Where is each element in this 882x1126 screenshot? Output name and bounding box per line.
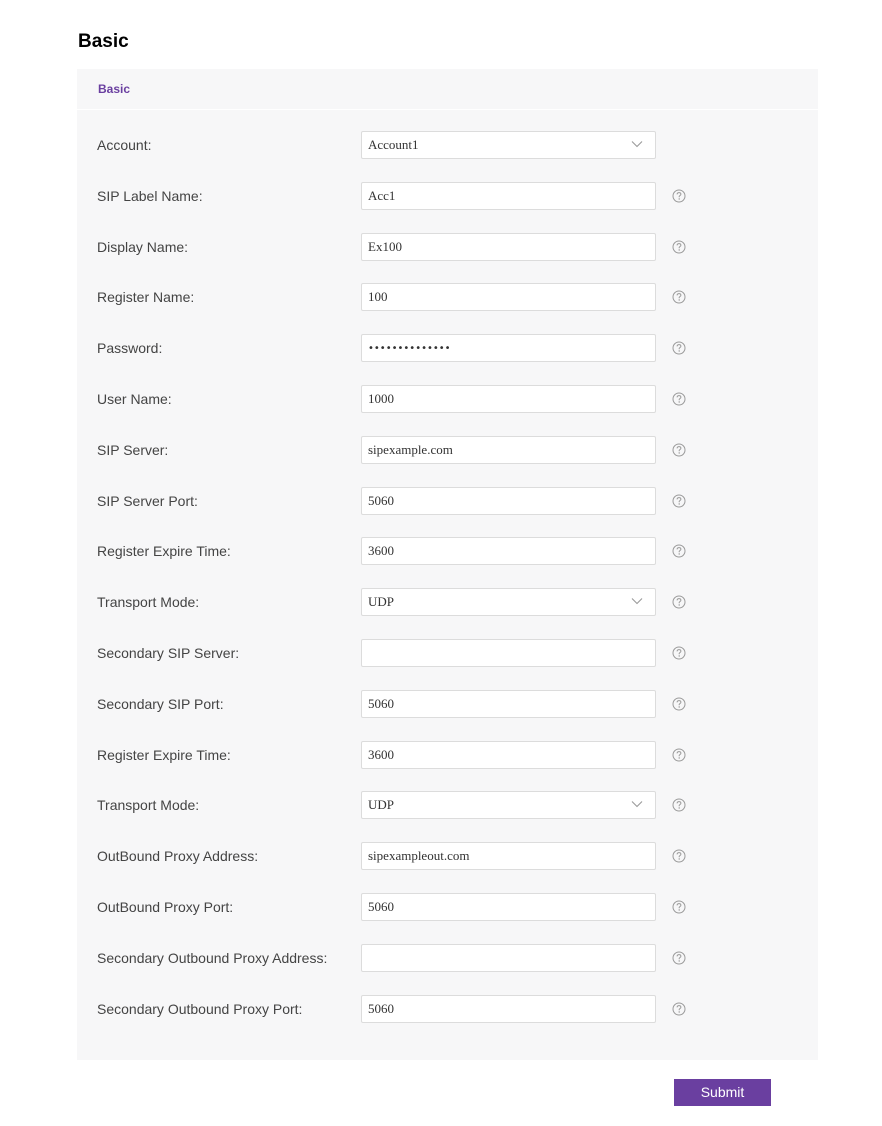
outbound-proxy-port-field[interactable]	[361, 893, 656, 921]
form-row-secondary-sip-server	[77, 639, 818, 690]
register-name-input[interactable]	[362, 284, 655, 310]
form-row-transport-mode	[77, 791, 818, 842]
field-label: Secondary SIP Port:	[97, 695, 224, 712]
secondary-outbound-proxy-port-input[interactable]	[362, 996, 655, 1022]
password-input[interactable]	[362, 335, 655, 361]
form-row-secondary-outbound-proxy-port	[77, 995, 818, 1046]
form-row-display-name	[77, 233, 818, 284]
chevron-down-icon[interactable]	[631, 597, 643, 605]
help-circle-icon[interactable]	[672, 443, 686, 457]
form-row-account	[77, 131, 818, 182]
password-field[interactable]	[361, 334, 656, 362]
user-name-input[interactable]	[362, 386, 655, 412]
display-name-input[interactable]	[362, 234, 655, 260]
help-circle-icon[interactable]	[672, 544, 686, 558]
transport-mode-select[interactable]	[361, 791, 656, 819]
secondary-sip-server-field[interactable]	[361, 639, 656, 667]
field-label: Password:	[97, 340, 163, 357]
form-row-user-name	[77, 385, 818, 436]
field-label: Transport Mode:	[97, 797, 200, 814]
help-circle-icon[interactable]	[672, 189, 686, 203]
help-circle-icon[interactable]	[672, 1002, 686, 1016]
settings-form	[77, 131, 818, 1045]
display-name-field[interactable]	[361, 233, 656, 261]
register-expire-time-input[interactable]	[362, 742, 655, 768]
help-circle-icon[interactable]	[672, 646, 686, 660]
help-circle-icon[interactable]	[672, 290, 686, 304]
field-label: SIP Label Name:	[97, 187, 203, 204]
form-row-secondary-outbound-proxy-address	[77, 944, 818, 995]
field-label: OutBound Proxy Address:	[97, 848, 259, 865]
form-row-sip-server-port	[77, 487, 818, 538]
secondary-outbound-proxy-port-field[interactable]	[361, 995, 656, 1023]
outbound-proxy-address-input[interactable]	[362, 843, 655, 869]
transport-mode-select[interactable]	[361, 588, 656, 616]
sip-label-name-input[interactable]	[362, 183, 655, 209]
field-label: SIP Server:	[97, 441, 169, 458]
help-circle-icon[interactable]	[672, 849, 686, 863]
help-circle-icon[interactable]	[672, 748, 686, 762]
form-row-sip-label-name	[77, 182, 818, 233]
field-label: Secondary Outbound Proxy Port:	[97, 1000, 303, 1017]
help-circle-icon[interactable]	[672, 798, 686, 812]
help-circle-icon[interactable]	[672, 697, 686, 711]
field-label: Register Expire Time:	[97, 543, 231, 560]
sip-server-input[interactable]	[362, 437, 655, 463]
sip-server-port-input[interactable]	[362, 488, 655, 514]
secondary-sip-port-field[interactable]	[361, 690, 656, 718]
field-label: Transport Mode:	[97, 594, 200, 611]
basic-settings-panel	[77, 69, 818, 1060]
account-select[interactable]	[361, 131, 656, 159]
field-label: Register Expire Time:	[97, 746, 231, 763]
field-label: Display Name:	[97, 238, 189, 255]
help-circle-icon[interactable]	[672, 951, 686, 965]
form-row-sip-server	[77, 436, 818, 487]
register-name-field[interactable]	[361, 283, 656, 311]
secondary-outbound-proxy-address-input[interactable]	[362, 945, 655, 971]
form-row-transport-mode	[77, 588, 818, 639]
select-value: UDP	[368, 594, 395, 610]
help-circle-icon[interactable]	[672, 595, 686, 609]
sip-server-port-field[interactable]	[361, 487, 656, 515]
field-label: Secondary Outbound Proxy Address:	[97, 949, 328, 966]
form-row-outbound-proxy-port	[77, 893, 818, 944]
outbound-proxy-address-field[interactable]	[361, 842, 656, 870]
field-label: OutBound Proxy Port:	[97, 898, 234, 915]
form-row-register-expire-time	[77, 741, 818, 792]
field-label: Secondary SIP Server:	[97, 644, 240, 661]
field-label: SIP Server Port:	[97, 492, 198, 509]
form-row-password	[77, 334, 818, 385]
field-label: Account:	[97, 137, 152, 153]
help-circle-icon[interactable]	[672, 494, 686, 508]
user-name-field[interactable]	[361, 385, 656, 413]
page-title: Basic	[78, 31, 129, 52]
form-row-outbound-proxy-address	[77, 842, 818, 893]
secondary-sip-port-input[interactable]	[362, 691, 655, 717]
help-circle-icon[interactable]	[672, 341, 686, 355]
submit-button[interactable]: Submit	[674, 1079, 771, 1106]
secondary-outbound-proxy-address-field[interactable]	[361, 944, 656, 972]
form-row-register-name	[77, 283, 818, 334]
sip-server-field[interactable]	[361, 436, 656, 464]
secondary-sip-server-input[interactable]	[362, 640, 655, 666]
sip-label-name-field[interactable]	[361, 182, 656, 210]
help-circle-icon[interactable]	[672, 392, 686, 406]
help-circle-icon[interactable]	[672, 240, 686, 254]
help-circle-icon[interactable]	[672, 900, 686, 914]
select-value: UDP	[368, 797, 395, 813]
field-label: User Name:	[97, 390, 172, 407]
register-expire-time-field[interactable]	[361, 741, 656, 769]
chevron-down-icon[interactable]	[631, 800, 643, 808]
form-row-secondary-sip-port	[77, 690, 818, 741]
form-row-register-expire-time	[77, 537, 818, 588]
select-value: Account1	[368, 137, 419, 152]
chevron-down-icon[interactable]	[631, 140, 643, 148]
outbound-proxy-port-input[interactable]	[362, 894, 655, 920]
panel-header-tab[interactable]: Basic	[77, 69, 818, 110]
field-label: Register Name:	[97, 289, 195, 306]
register-expire-time-field[interactable]	[361, 537, 656, 565]
register-expire-time-input[interactable]	[362, 538, 655, 564]
